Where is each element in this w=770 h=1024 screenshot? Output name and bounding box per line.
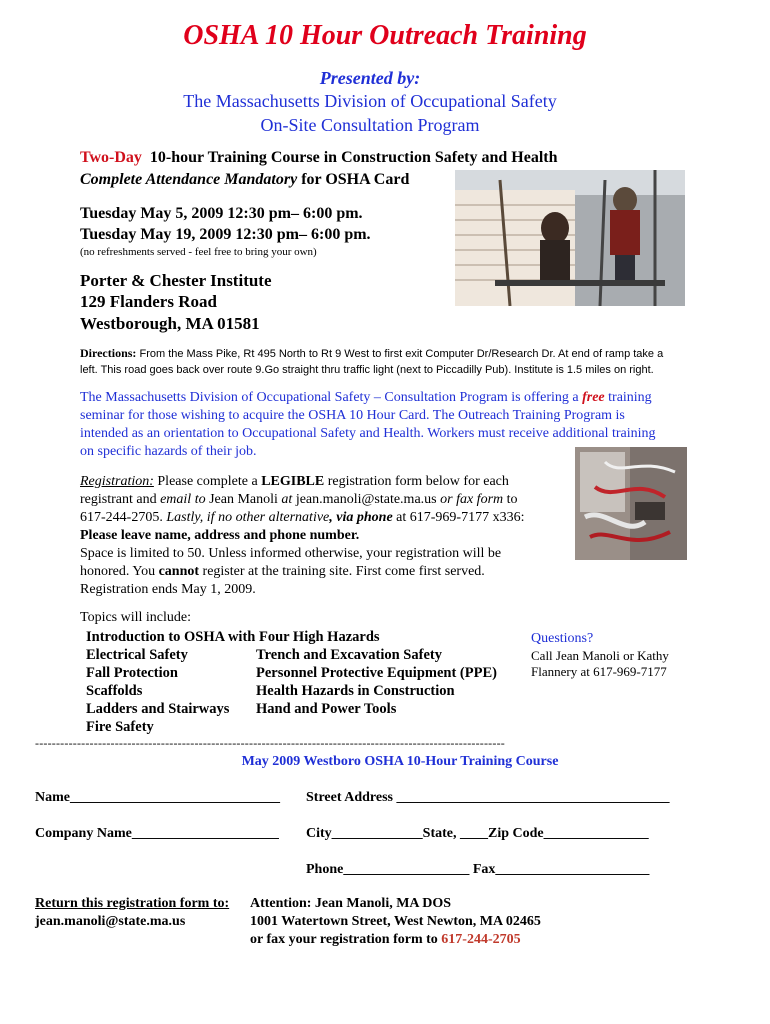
intro-text-1b: training <box>604 390 652 405</box>
topic-item: Fire Safety <box>86 719 154 735</box>
fax-number: 617-244-2705 <box>441 932 521 947</box>
questions-contact-2: Flannery at 617-969-7177 <box>531 664 667 679</box>
session-date-1: Tuesday May 5, 2009 12:30 pm– 6:00 pm. <box>80 205 363 222</box>
form-title: May 2009 Westboro OSHA 10-Hour Training Course <box>241 754 559 769</box>
topic-item: Hand and Power Tools <box>256 701 397 717</box>
directions-text-1: From the Mass Pike, Rt 495 North to Rt 9 West to first exit Computer Dr/Research Dr. At end of ramp take a <box>136 348 664 360</box>
registration-line-2 <box>80 492 518 508</box>
registration-text-6a: honored. You <box>80 564 159 579</box>
registration-text-2a: registrant and <box>80 492 161 507</box>
venue-name: Porter & Chester Institute <box>80 271 272 290</box>
topics-row <box>86 700 397 718</box>
attendance-mandatory: Complete Attendance Mandatory <box>80 171 298 188</box>
two-day-label: Two-Day <box>80 149 142 166</box>
free-emphasis: free <box>582 390 605 405</box>
registration-fax-number: 617-244-2705. <box>80 510 167 525</box>
registration-email: jean.manoli@state.ma.us <box>292 492 441 507</box>
topics-row <box>86 628 380 646</box>
directions-line-1 <box>80 346 663 361</box>
cut-line: ---------------------------------------------------------------------------------------------------------------- <box>35 736 505 750</box>
topics-row <box>86 682 455 700</box>
topic-item: Fall Protection <box>86 665 178 681</box>
topic-item: Trench and Excavation Safety <box>256 647 442 663</box>
topics-row <box>86 718 380 736</box>
course-name: 10-hour Training Course in Construction Safety and Health <box>149 149 558 166</box>
venue-city: Westborough, MA 01581 <box>80 314 260 333</box>
program-name: On-Site Consultation Program <box>260 115 480 135</box>
topic-item: Introduction to OSHA with Four High Hazards <box>86 629 380 645</box>
topic-item: Ladders and Stairways <box>86 701 230 717</box>
questions-heading: Questions? <box>531 631 594 646</box>
company-name-field[interactable]: Company Name_____________________ <box>35 826 279 841</box>
presented-by: Presented by: <box>319 68 421 88</box>
session-date-2: Tuesday May 19, 2009 12:30 pm– 6:00 pm. <box>80 226 371 243</box>
registration-line-5: Space is limited to 50. Unless informed otherwise, your registration will be <box>80 546 502 561</box>
registration-line-6 <box>80 564 485 580</box>
city-state-zip-field[interactable]: City_____________State, ____Zip Code_______________ <box>306 826 649 841</box>
attendance-rest: for OSHA Card <box>297 171 410 188</box>
cannot-emphasis: cannot <box>158 564 200 579</box>
registration-label: Registration: <box>80 474 154 489</box>
phone-fax-field[interactable]: Phone__________________ Fax______________________ <box>306 862 650 877</box>
attendance-line <box>80 171 409 189</box>
course-line <box>80 149 558 167</box>
registration-text-1a: Please complete a <box>153 474 262 489</box>
registration-phone: at 617-969-7177 x336: <box>392 510 525 525</box>
topic-item: Health Hazards in Construction <box>256 683 455 699</box>
electrical-wiring-image <box>575 447 687 560</box>
intro-line-4: on specific hazards of their job. <box>80 444 257 459</box>
construction-workers-photo <box>455 170 685 306</box>
topic-item: Scaffolds <box>86 683 143 699</box>
comma-text: , via phone <box>329 510 393 525</box>
legible-emphasis: LEGIBLE <box>261 474 325 489</box>
registration-deadline: Registration ends May 1, 2009. <box>80 582 256 597</box>
venue-street: 129 Flanders Road <box>80 292 217 311</box>
registration-line-4: Please leave name, address and phone number. <box>80 528 360 543</box>
registration-line-3 <box>80 510 524 526</box>
directions-line-2: left. This road goes back over route 9.Go straight thru traffic light (next to Piccadilly Pub). Institute is 1.5 miles on right. <box>80 364 654 376</box>
electrical-panel-photo <box>575 447 687 560</box>
fax-line <box>250 932 521 948</box>
email-to-text: email to <box>160 492 206 507</box>
topics-heading: Topics will include: <box>80 610 192 625</box>
return-email: jean.manoli@state.ma.us <box>35 914 186 929</box>
at-text: at <box>281 492 293 507</box>
contact-name: Jean Manoli <box>205 492 282 507</box>
registration-line-1 <box>80 474 509 490</box>
page-title: OSHA 10 Hour Outreach Training <box>183 20 587 51</box>
topics-row <box>86 646 442 664</box>
intro-line-1 <box>80 390 652 406</box>
registration-text-6b: register at the training site. First come first served. <box>199 564 485 579</box>
org-name: The Massachusetts Division of Occupational Safety <box>183 91 557 111</box>
intro-line-3: intended as an orientation to Occupational Safety and Health. Workers must receive additional training <box>80 426 656 441</box>
refreshments-note: (no refreshments served - feel free to bring your own) <box>80 246 317 258</box>
return-address: 1001 Watertown Street, West Newton, MA 02465 <box>250 914 541 929</box>
fax-form-text: or fax form <box>440 492 504 507</box>
street-address-field[interactable]: Street Address _______________________________________ <box>306 790 670 805</box>
name-field[interactable]: Name______________________________ <box>35 790 280 805</box>
scaffold-workers-image <box>455 170 685 306</box>
fax-text: or fax your registration form to <box>250 932 442 947</box>
lastly-text: Lastly, if no other alternative <box>166 510 330 525</box>
topics-row <box>86 664 497 682</box>
to-text: to <box>503 492 518 507</box>
topic-item: Electrical Safety <box>86 647 188 663</box>
registration-text-1b: registration form below for each <box>324 474 509 489</box>
topics-list <box>86 628 497 736</box>
intro-text-1a: The Massachusetts Division of Occupational Safety – Consultation Program is offering a <box>80 390 583 405</box>
topic-item: Personnel Protective Equipment (PPE) <box>256 665 497 681</box>
intro-line-2: seminar for those wishing to acquire the OSHA 10 Hour Card. The Outreach Training Program is <box>80 408 625 423</box>
directions-label: Directions: <box>80 346 137 360</box>
questions-contact-1: Call Jean Manoli or Kathy <box>531 648 669 663</box>
return-form-label: Return this registration form to: <box>35 896 230 911</box>
attention-line: Attention: Jean Manoli, MA DOS <box>250 896 452 911</box>
